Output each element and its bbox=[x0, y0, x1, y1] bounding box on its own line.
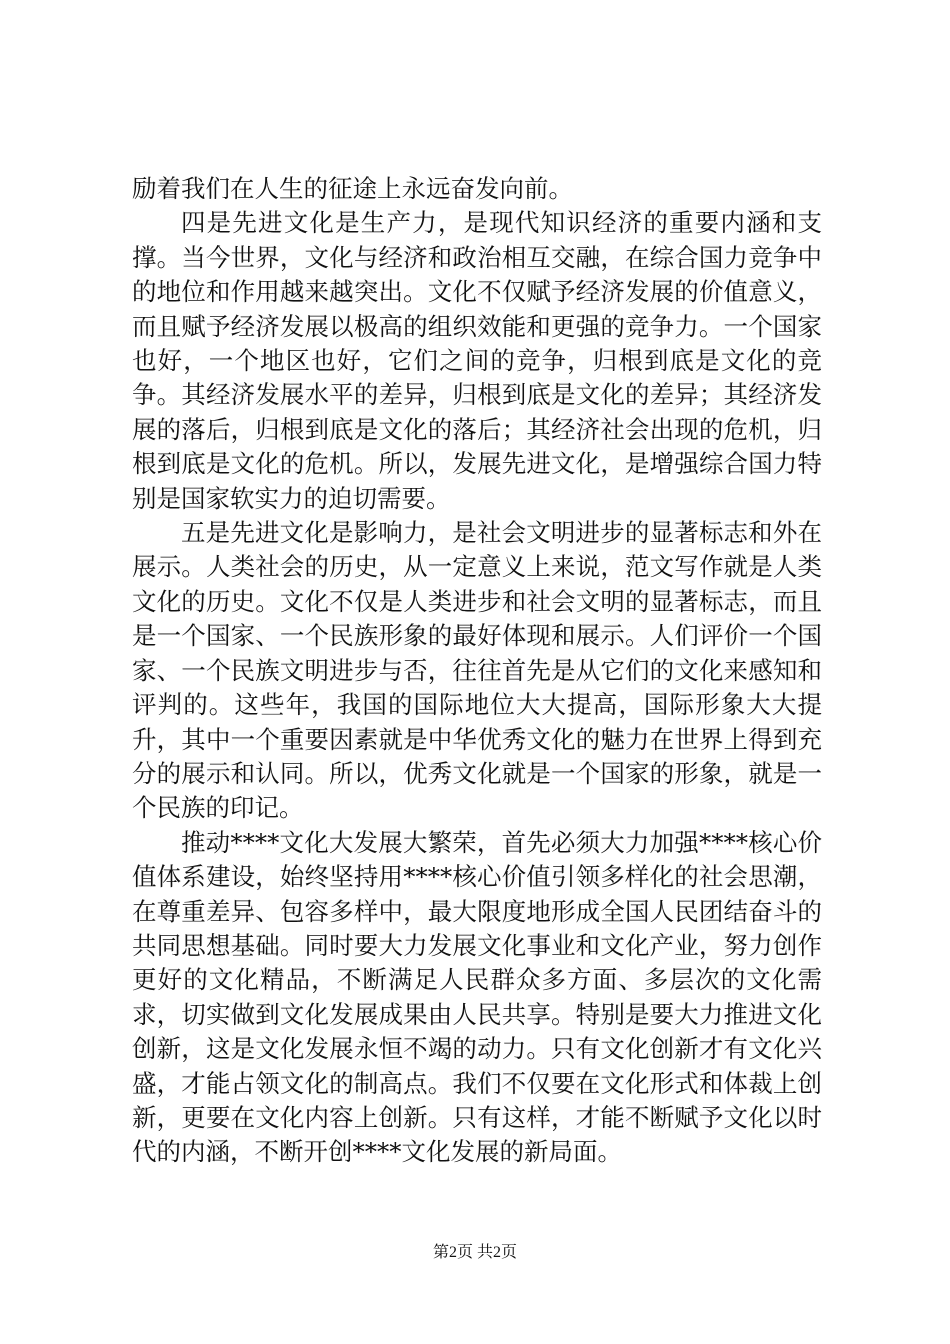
document-body bbox=[132, 172, 822, 1170]
paragraph-influence: 五是先进文化是影响力，是社会文明进步的显著标志和外在展示。人类社会的历史，从一定意义上来说，范文写作就是人类文化的历史。文化不仅是人类进步和社会文明的显著标志，而且是一个国家、一个民族形象的最好体现和展示。人们评价一个国家、一个民族文明进步与否，往往首先是从它们的文化来感知和评判的。这些年，我国的国际地位大大提高，国际形象大大提升，其中一个重要因素就是中华优秀文化的魅力在世界上得到充分的展示和认同。所以，优秀文化就是一个国家的形象，就是一个民族的印记。 bbox=[132, 518, 822, 823]
paragraph-continuation: 励着我们在人生的征途上永远奋发向前。 bbox=[132, 174, 573, 203]
page-number-footer: 第2页 共2页 bbox=[432, 1244, 517, 1261]
paragraph-promotion: 推动****文化大发展大繁荣，首先必须大力加强****核心价值体系建设，始终坚持用****核心价值引领多样化的社会思潮，在尊重差异、包容多样中，最大限度地形成全国人民团结奋斗的共同思想基础。同时要大力发展文化事业和文化产业，努力创作更好的文化精品，不断满足人民群众多方面、多层次的文化需求，切实做到文化发展成果由人民共享。特别是要大力推进文化创新，这是文化发展永恒不竭的动力。只有文化创新才有文化兴盛，才能占领文化的制高点。我们不仅要在文化形式和体裁上创新，更要在文化内容上创新。只有这样，才能不断赋予文化以时代的内涵，不断开创****文化发展的新局面。 bbox=[132, 827, 822, 1167]
paragraph-productivity: 四是先进文化是生产力，是现代知识经济的重要内涵和支撑。当今世界，文化与经济和政治相互交融，在综合国力竞争中的地位和作用越来越突出。文化不仅赋予经济发展的价值意义，而且赋予经济发展以极高的组织效能和更强的竞争力。一个国家也好，一个地区也好，它们之间的竞争，归根到底是文化的竞争。其经济发展水平的差异，归根到底是文化的差异；其经济发展的落后，归根到底是文化的落后；其经济社会出现的危机，归根到底是文化的危机。所以，发展先进文化，是增强综合国力特别是国家软实力的迫切需要。 bbox=[132, 208, 822, 513]
